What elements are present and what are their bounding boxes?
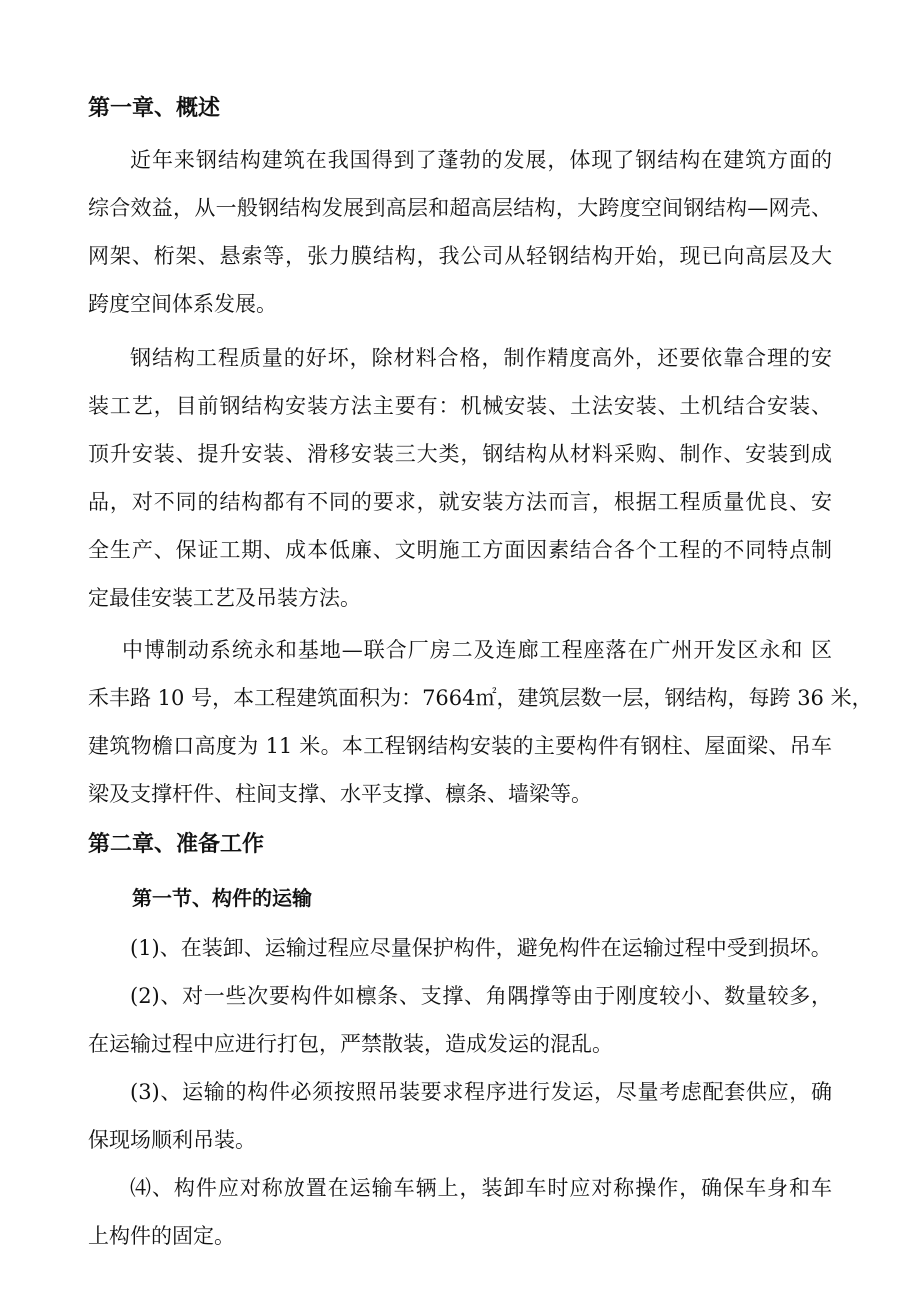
paragraph-line: 综合效益，从一般钢结构发展到高层和超高层结构，大跨度空间钢结构—网壳、 (88, 196, 832, 220)
list-item-4 (88, 1164, 832, 1260)
paragraph-line: 上构件的固定。 (88, 1224, 235, 1248)
section-1-heading: 第一节、构件的运输 (132, 886, 312, 910)
chapter-1-paragraph-3 (88, 626, 873, 818)
paragraph-line: 在运输过程中应进行打包，严禁散装，造成发运的混乱。 (88, 1032, 613, 1056)
list-item-2 (88, 972, 832, 1068)
paragraph-line: 顶升安装、提升安装、滑移安装三大类，钢结构从材料采购、制作、安装到成 (88, 442, 832, 466)
paragraph-line: 钢结构工程质量的好坏，除材料合格，制作精度高外，还要依靠合理的安 (130, 346, 832, 370)
paragraph-line: ⑷、构件应对称放置在运输车辆上，装卸车时应对称操作，确保车身和车 (130, 1176, 832, 1200)
paragraph-line: 建筑物檐口高度为 11 米。本工程钢结构安装的主要构件有钢柱、屋面梁、吊车 (88, 734, 832, 758)
paragraph-line: 定最佳安装工艺及吊装方法。 (88, 586, 361, 610)
paragraph-line: 全生产、保证工期、成本低廉、文明施工方面因素结合各个工程的不同特点制 (88, 538, 832, 562)
list-item-3 (88, 1068, 832, 1164)
paragraph-line: 禾丰路 10 号，本工程建筑面积为：7664㎡，建筑层数一层，钢结构，每跨 36 米， (88, 686, 873, 710)
paragraph-line: 近年来钢结构建筑在我国得到了蓬勃的发展，体现了钢结构在建筑方面的 (130, 148, 832, 172)
chapter-1-paragraph-1 (88, 136, 832, 328)
list-item-1 (88, 924, 832, 972)
chapter-1-heading: 第一章、概述 (88, 96, 221, 121)
paragraph-line: 梁及支撑杆件、柱间支撑、水平支撑、檩条、墙梁等。 (88, 782, 592, 806)
paragraph-line: 中博制动系统永和基地—联合厂房二及连廊工程座落在广州开发区永和 区 (122, 638, 832, 662)
chapter-2-heading: 第二章、准备工作 (88, 832, 265, 857)
paragraph-line: (1)、在装卸、运输过程应尽量保护构件，避免构件在运输过程中受到损坏。 (130, 936, 832, 960)
chapter-1-paragraph-2 (88, 334, 832, 622)
paragraph-line: (3)、运输的构件必须按照吊装要求程序进行发运，尽量考虑配套供应，确 (130, 1080, 832, 1104)
paragraph-line: 网架、桁架、悬索等，张力膜结构，我公司从轻钢结构开始，现已向高层及大 (88, 244, 832, 268)
paragraph-line: (2)、对一些次要构件如檩条、支撑、角隅撑等由于刚度较小、数量较多， (130, 984, 832, 1008)
paragraph-line: 保现场顺利吊装。 (88, 1128, 256, 1152)
paragraph-line: 跨度空间体系发展。 (88, 292, 277, 316)
paragraph-line: 装工艺，目前钢结构安装方法主要有：机械安装、土法安装、土机结合安装、 (88, 394, 832, 418)
paragraph-line: 品，对不同的结构都有不同的要求，就安装方法而言，根据工程质量优良、安 (88, 490, 832, 514)
